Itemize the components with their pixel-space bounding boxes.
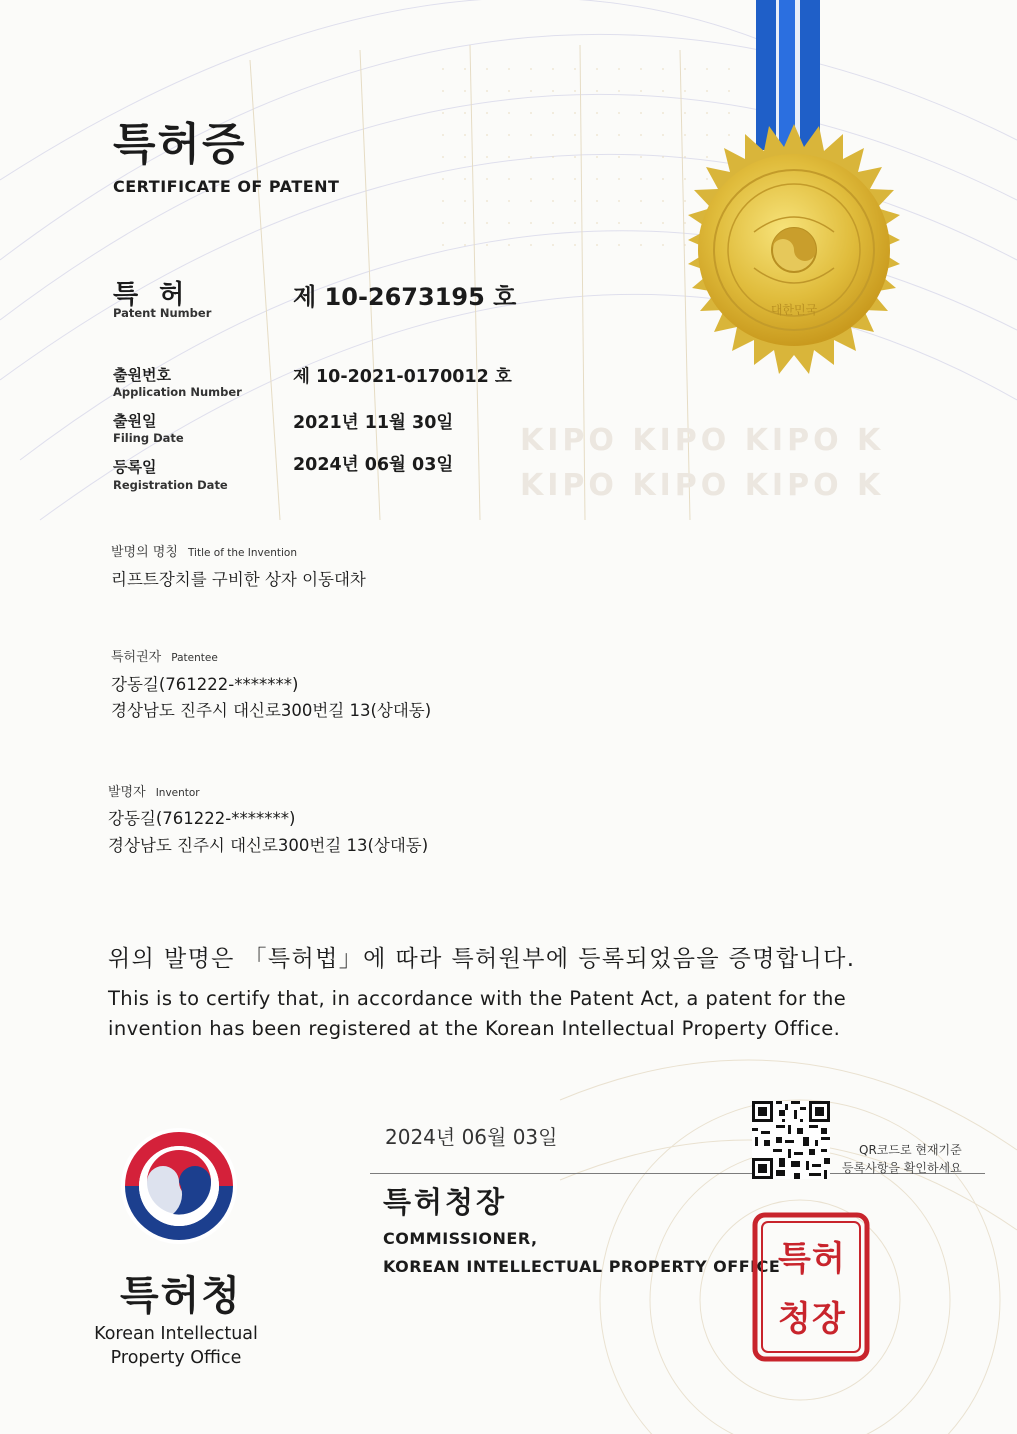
filing-date-label: 출원일 bbox=[113, 412, 157, 430]
invention-title-label bbox=[111, 541, 297, 560]
commissioner-title-en-line2: KOREAN INTELLECTUAL PROPERTY OFFICE bbox=[383, 1257, 781, 1276]
gold-seal-medallion bbox=[664, 122, 924, 382]
patentee-label-ko: 특허권자 bbox=[111, 650, 162, 665]
commissioner-title-en-line1: COMMISSIONER, bbox=[383, 1229, 538, 1248]
issue-date: 2024년 06월 03일 bbox=[385, 1125, 558, 1149]
patent-number-label: 특 허 bbox=[113, 280, 191, 310]
certificate-title-en: CERTIFICATE OF PATENT bbox=[113, 177, 340, 196]
official-seal-stamp bbox=[752, 1212, 870, 1362]
inventor-label-ko: 발명자 bbox=[108, 785, 146, 800]
patent-number-label-en: Patent Number bbox=[113, 306, 212, 320]
seal-char-1: 특 bbox=[778, 1239, 811, 1279]
inventor-label-en: Inventor bbox=[155, 787, 200, 799]
registration-date-value: 2024년 06월 03일 bbox=[293, 455, 454, 475]
seal-char-3: 청 bbox=[778, 1299, 811, 1339]
certification-statement-en-line2: invention has been registered at the Korean Intellectual Property Office. bbox=[108, 1017, 841, 1040]
svg-text:대한민국: 대한민국 bbox=[770, 303, 818, 317]
patentee-address: 경상남도 진주시 대신로300번길 13(상대동) bbox=[111, 701, 432, 720]
kipo-name-en-line1: Korean Intellectual bbox=[94, 1324, 258, 1344]
svg-text:KIPO KIPO KIPO K: KIPO KIPO KIPO K bbox=[520, 468, 885, 503]
patentee-label-en: Patentee bbox=[171, 652, 218, 664]
filing-date-label-en: Filing Date bbox=[113, 431, 184, 445]
inventor-name: 강동길(761222-*******) bbox=[108, 809, 296, 828]
patentee-name: 강동길(761222-*******) bbox=[111, 675, 299, 694]
invention-title-label-ko: 발명의 명칭 bbox=[111, 545, 178, 560]
patent-number-value: 제 10-2673195 호 bbox=[293, 283, 517, 311]
kipo-name-ko: 특허청 bbox=[120, 1273, 242, 1319]
patentee-label bbox=[111, 646, 218, 665]
certificate-title: 특허증 bbox=[113, 119, 247, 170]
inventor-label bbox=[108, 781, 200, 800]
application-number-label: 출원번호 bbox=[113, 366, 171, 384]
kipo-taegeuk-logo bbox=[117, 1124, 241, 1248]
application-number-value: 제 10-2021-0170012 호 bbox=[293, 367, 512, 387]
qr-code[interactable] bbox=[752, 1101, 830, 1179]
qr-instructions bbox=[842, 1141, 962, 1177]
filing-date-value: 2021년 11월 30일 bbox=[293, 413, 454, 433]
qr-instructions-line2: 등록사항을 확인하세요 bbox=[842, 1161, 962, 1175]
inventor-address: 경상남도 진주시 대신로300번길 13(상대동) bbox=[108, 836, 429, 855]
seal-char-4: 장 bbox=[812, 1299, 845, 1339]
seal-char-2: 허 bbox=[812, 1239, 845, 1279]
qr-instructions-line1: QR코드로 현재기준 bbox=[859, 1143, 962, 1157]
kipo-name-en-line2: Property Office bbox=[110, 1348, 242, 1368]
application-number-label-en: Application Number bbox=[113, 385, 242, 399]
certification-statement-en-line1: This is to certify that, in accordance with the Patent Act, a patent for the bbox=[108, 987, 847, 1010]
registration-date-label-en: Registration Date bbox=[113, 478, 228, 492]
certification-statement-ko: 위의 발명은 「특허법」에 따라 특허원부에 등록되었음을 증명합니다. bbox=[108, 946, 856, 972]
registration-date-label: 등록일 bbox=[113, 458, 157, 476]
invention-title: 리프트장치를 구비한 상자 이동대차 bbox=[111, 570, 366, 589]
invention-title-label-en: Title of the Invention bbox=[187, 547, 297, 559]
commissioner-title-ko: 특허청장 bbox=[383, 1185, 508, 1219]
svg-text:KIPO KIPO KIPO K: KIPO KIPO KIPO K bbox=[520, 423, 885, 458]
